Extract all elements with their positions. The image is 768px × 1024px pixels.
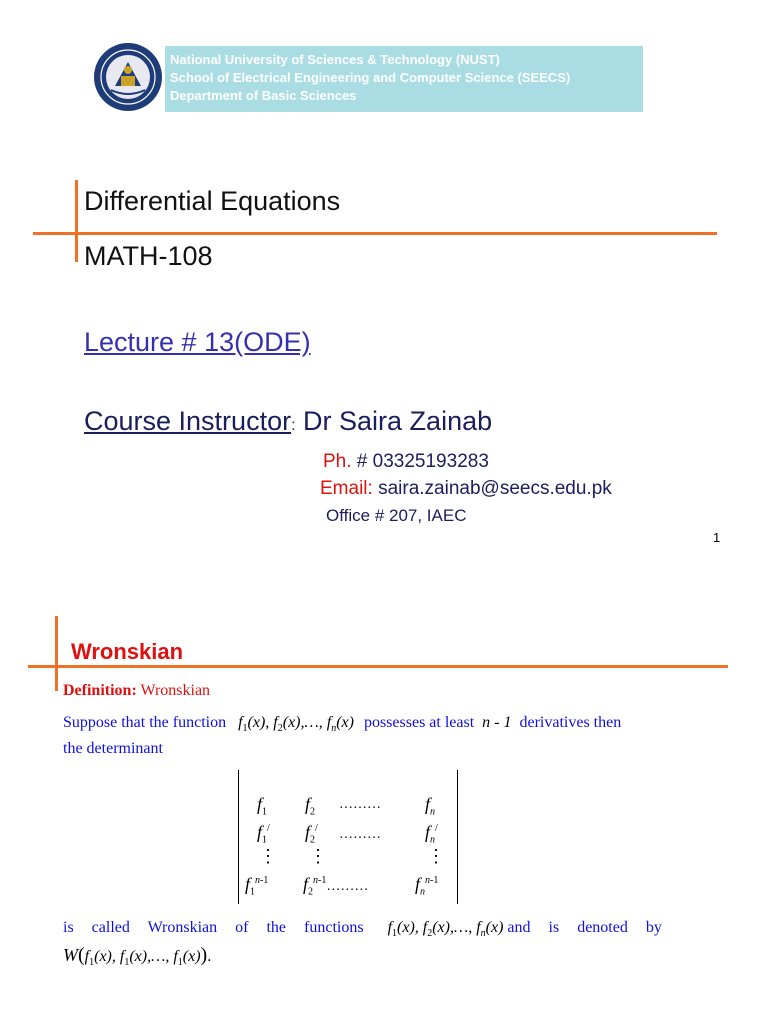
institution-banner [165,46,643,112]
function-list-2: $f_1(x)$, $f_2(x),\dots$, $f_n(x)$ [387,919,504,940]
paragraph-2 [63,919,760,939]
det-f1-prime: $f_1^/$ [257,822,270,846]
function-list: $f_1(x)$, $f_2(x),\dots$, $f_n(x)$ [238,714,354,735]
det-f2-nth: $f_2^{n-1}\dots\dots\dots$ [303,874,369,898]
banner-school: School of Electrical Engineering and Computer Science (SEECS) [170,70,571,85]
det-fn-prime: $f_n^/$ [425,822,438,846]
instructor-name: Dr Saira Zainab [295,406,493,436]
heading-horizontal-rule [28,665,728,668]
para1-line2: the determinant [63,740,163,757]
heading-vertical-rule [55,616,58,691]
det-vdots-1: ⋮ [259,846,277,866]
det-fn-nth: $f_n^{n-1}$ [415,874,439,898]
banner-department: Department of Basic Sciences [170,88,357,103]
n-minus-1: n - 1 [482,714,512,731]
para1-middle: possesses at least [363,714,475,731]
email-value: saira.zainab@seecs.edu.pk [372,478,612,499]
instructor-colon: : [291,417,296,434]
lecture-title: Lecture # 13(ODE) [84,327,311,357]
title-vertical-rule [75,180,78,262]
instructor-label: Course Instructor [84,406,292,436]
det-vdots-n: ⋮ [427,846,445,866]
w-notation: $W(f_1(x)$, $f_1(x),\dots$, $f_1(x)$). [63,944,212,969]
det-f2-prime: $f_2^/$ [305,822,318,846]
definition-line [63,682,210,700]
instructor-line [84,406,492,437]
banner-university: National University of Sciences & Technology (NUST) [170,52,500,67]
para2-start: is called Wronskian of the functions [63,919,364,936]
course-code: MATH-108 [84,241,213,271]
office-line: Office # 207, IAEC [326,506,467,525]
phone-label: Ph. [323,451,352,472]
definition-text: Wronskian [136,682,211,699]
page-number: 1 [713,530,721,545]
definition-label: Definition: [63,682,137,699]
det-f2: $f_2$ [305,794,316,818]
phone-line [323,451,489,473]
det-dots-row2: ……… [339,827,381,842]
para1-end: derivatives then [519,714,622,731]
phone-value: # 03325193283 [351,451,489,472]
paragraph-1 [63,714,760,734]
title-horizontal-rule [33,232,717,235]
det-dots-row1: ……… [339,797,381,812]
wronskian-determinant [238,770,458,904]
det-fn: $f_n$ [425,794,436,818]
nust-logo-icon [93,42,163,112]
email-label: Email: [320,478,373,499]
det-vdots-2: ⋮ [309,846,327,866]
para2-end: and is denoted by [507,919,662,936]
para1-start: Suppose that the function [63,714,227,731]
det-f1: $f_1$ [257,794,268,818]
det-f1-nth: $f_1^{n-1}$ [245,874,269,898]
wronskian-heading: Wronskian [71,639,184,664]
course-title: Differential Equations [84,186,341,216]
email-line [320,478,612,500]
w-notation-line [63,944,211,968]
